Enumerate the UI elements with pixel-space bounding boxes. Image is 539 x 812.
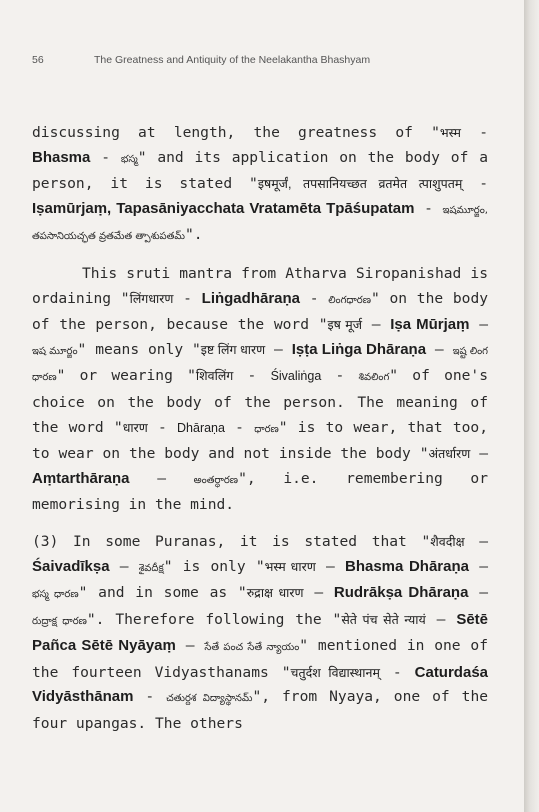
transliteration: Iṣṭa Liṅga Dhāraṇa: [291, 340, 427, 358]
text: " on the body of the person, because the word ": [32, 289, 489, 334]
text: " and its application on the body of a person, it is stated ": [32, 148, 489, 193]
telugu-term: అంతర్ధారణ: [193, 474, 239, 486]
page-number: 56: [32, 54, 44, 66]
devanagari-term: भस्म: [439, 126, 462, 140]
text: –: [129, 469, 194, 487]
text: -: [414, 199, 443, 217]
telugu-term: ఇషమూర్జం, తపసానియచ్ఛత వ్రతమేత త్పాశుపతమ్: [32, 204, 488, 243]
devanagari-term: चतुर्दश विद्यास्थानम्: [290, 665, 380, 680]
text: " is to wear, that too, to wear on the body and not inside the body ": [32, 418, 488, 463]
telugu-term: ఇష మూర్జం: [32, 345, 78, 357]
text: –: [175, 637, 205, 655]
telugu-term: ఇష్ట లింగ ధారణ: [32, 345, 488, 384]
text: " and in some as ": [78, 584, 247, 602]
transliteration: Dhāraṇa: [177, 420, 225, 435]
text: –: [469, 316, 488, 334]
transliteration: Aṃtarthāraṇa: [32, 469, 130, 487]
devanagari-term: शैवदीक्ष: [430, 534, 465, 549]
text: " means only ": [77, 340, 201, 358]
telugu-term: ధారణ: [254, 423, 279, 435]
text: –: [315, 557, 345, 575]
text: -: [224, 418, 255, 436]
text: " is only ": [163, 557, 265, 575]
text: ".: [185, 226, 203, 244]
text: -: [147, 418, 178, 436]
paragraph-puranas: [32, 530, 488, 737]
text: -: [300, 289, 329, 307]
running-title: The Greatness and Antiquity of the Neelakantha Bhashyam: [94, 54, 371, 66]
transliteration: Rudrākṣa Dhāraṇa: [333, 584, 469, 602]
transliteration: Caturdaśa Vidyāsthānam: [32, 663, 488, 706]
text: –: [109, 557, 139, 575]
page-body: [32, 121, 488, 737]
telugu-term: భస్మ ధారణ: [32, 589, 79, 601]
text: -: [379, 663, 415, 681]
paragraph-bhasma: [32, 121, 488, 250]
devanagari-term: भस्म धारण: [264, 559, 316, 574]
text: –: [425, 610, 457, 628]
text: discussing at length, the greatness of ": [32, 124, 440, 141]
transliteration: Liṅgadhāraṇa: [201, 289, 301, 307]
transliteration: Śaivadīkṣa: [32, 557, 110, 575]
text: –: [426, 340, 453, 358]
transliteration: Iṣa Mūrjaṃ: [390, 316, 470, 334]
transliteration: Iṣamūrjaṃ, Tapasāniyacchata Vratamēta Tpāśupatam: [32, 199, 415, 217]
telugu-term: శైవదీక్ష: [138, 562, 164, 574]
telugu-term: భస్మ: [120, 153, 138, 165]
devanagari-term: रुद्राक्ष धारण: [246, 586, 304, 601]
text: ". Therefore following the ": [86, 610, 342, 628]
text: " mentioned in one of the fourteen Vidyasthanams ": [32, 637, 488, 681]
text: -: [461, 124, 488, 141]
text: " of one's choice on the body of the person. The meaning of the word ": [32, 367, 488, 436]
text: –: [468, 584, 488, 602]
text: –: [468, 557, 488, 575]
text: -: [173, 289, 202, 307]
devanagari-term: इष्ट लिंग धारण: [200, 342, 266, 357]
text: ", from Nyaya, one of the four upangas. The others: [32, 688, 489, 733]
text: –: [303, 584, 334, 602]
text: -: [133, 688, 167, 706]
text: –: [265, 340, 292, 358]
text: -: [321, 367, 359, 385]
devanagari-term: अंतर्धारण: [428, 447, 471, 462]
devanagari-term: धारण: [122, 420, 148, 435]
devanagari-term: इषमूर्जं, तपसानियच्छत व्रतमेत त्पाशुपतम्: [257, 177, 463, 192]
telugu-term: లింగధారణ: [328, 294, 371, 306]
transliteration: Bhasma: [32, 148, 91, 166]
transliteration: Bhasma Dhāraṇa: [344, 557, 469, 575]
telugu-term: సేతే పంచ సేతే న్యాయం: [204, 642, 300, 654]
text: " or wearing ": [56, 367, 196, 385]
devanagari-term: इष मूर्ज: [327, 318, 362, 333]
telugu-term: శివలింగ: [358, 372, 390, 384]
text: -: [233, 367, 271, 385]
devanagari-term: लिंगधारण: [129, 291, 174, 306]
transliteration: Śivaliṅga: [270, 369, 322, 384]
text: (3) In some Puranas, it is stated that ": [32, 532, 431, 550]
text: -: [462, 175, 489, 193]
page-edge: [524, 0, 539, 812]
devanagari-term: सेते पंच सेते न्यायं: [341, 612, 426, 627]
text: ", i.e. remembering or memorising in the mind.: [32, 469, 489, 514]
devanagari-term: शिवलिंग: [195, 369, 234, 384]
text: –: [470, 445, 488, 463]
telugu-term: రుద్రాక్ష ధారణ: [32, 615, 87, 627]
text: This sruti mantra from Atharva Siropanishad is ordaining ": [32, 264, 488, 307]
text: -: [90, 148, 121, 166]
telugu-term: చతుర్దశ విద్యాస్థానమ్: [166, 693, 253, 705]
paragraph-lingadharana: [32, 262, 488, 518]
transliteration: Sētē Pañca Sētē Nyāyaṃ: [32, 610, 489, 655]
text: –: [464, 532, 489, 550]
text: –: [362, 316, 391, 334]
